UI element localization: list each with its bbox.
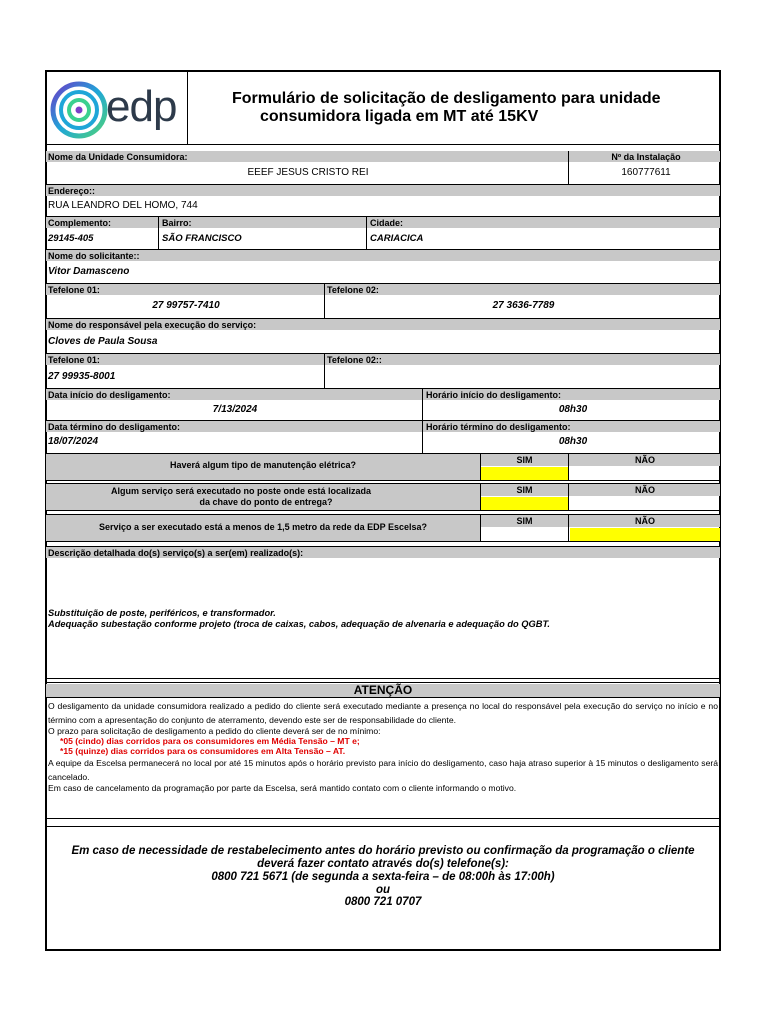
instalacao-label: Nº da Instalação (611, 152, 681, 162)
question-2-line1: Algum serviço será executado no poste onde está localizada (110, 486, 372, 496)
atencao-paragraph-1: O desligamento da unidade consumidora realizado a pedido do cliente será executado mediante a presença no local do responsável pela execução do serviço no início e no término com a apresentação do conjunto de aterramento, devendo este ser de responsabilidade do cliente. (48, 701, 718, 725)
atencao-paragraph-3: A equipe da Escelsa permanecerá no local por até 15 minutos após o horário previsto para início do desligamento, caso haja atraso superior à 15 minutos o desligamento será cancelado. (48, 758, 718, 782)
descricao-line2[interactable]: Adequação subestação conforme projeto (troca de caixas, cabos, adequação de alvenaria e adequação do QGBT. (48, 619, 551, 629)
question-2-line2: da chave do ponto de entrega? (199, 497, 333, 507)
descricao-line1[interactable]: Substituição de poste, periféricos, e transformador. (48, 608, 276, 618)
q2-no-label: NÃO (635, 485, 655, 495)
complemento-value[interactable]: 29145-405 (48, 233, 94, 244)
complemento-label: Complemento: (48, 218, 111, 228)
q1-yes-checkbox[interactable] (481, 467, 568, 480)
footer-or: ou (375, 884, 391, 896)
hora-inicio-label: Horário início do desligamento: (426, 390, 562, 400)
data-termino-value[interactable]: 18/07/2024 (48, 436, 99, 447)
brand-name: edp (106, 82, 177, 131)
footer-phone-1[interactable]: 0800 721 5671 (de segunda a sexta-feira – de 08:00h às 17:00h) (211, 871, 555, 883)
resp-tel1-value[interactable]: 27 99935-8001 (48, 371, 116, 382)
responsavel-label: Nome do responsável pela execução do serviço: (48, 320, 257, 330)
atencao-paragraph-2: O prazo para solicitação de desligamento a pedido do cliente deverá ser de no mínimo: (48, 726, 381, 736)
q3-no-label: NÃO (635, 516, 655, 526)
q2-yes-checkbox[interactable] (481, 497, 568, 510)
cidade-value[interactable]: CARIACICA (370, 233, 424, 244)
hora-termino-label: Horário término do desligamento: (426, 422, 571, 432)
atencao-red-1: *05 (cindo) dias corridos para os consumidores em Média Tensão – MT e; (60, 736, 360, 746)
footer-phone-2[interactable]: 0800 721 0707 (344, 896, 422, 908)
tel2-label: Tefelone 02: (327, 285, 379, 295)
instalacao-value[interactable]: 160777611 (621, 167, 671, 178)
q1-no-checkbox[interactable] (570, 467, 720, 480)
page-title-line1: Formulário de solicitação de desligamento para unidade (232, 90, 661, 107)
hora-inicio-value[interactable]: 08h30 (558, 404, 588, 415)
tel1-value[interactable]: 27 99757-7410 (152, 300, 220, 311)
cidade-label: Cidade: (370, 218, 404, 228)
data-termino-label: Data término do desligamento: (48, 422, 181, 432)
edp-logo (46, 72, 187, 144)
resp-tel2-label: Tefelone 02:: (327, 355, 382, 365)
bairro-value[interactable]: SÃO FRANCISCO (162, 233, 242, 244)
question-3: Serviço a ser executado está a menos de 1,5 metro da rede da EDP Escelsa? (99, 522, 427, 532)
unidade-label: Nome da Unidade Consumidora: (48, 152, 188, 162)
q3-yes-checkbox[interactable] (481, 528, 568, 541)
atencao-paragraph-4: Em caso de cancelamento da programação por parte da Escelsa, será mantido contato com o cliente informando o motivo. (48, 783, 517, 793)
hora-termino-value[interactable]: 08h30 (558, 436, 588, 447)
unidade-value[interactable]: EEEF JESUS CRISTO REI (247, 167, 369, 178)
q2-no-checkbox[interactable] (570, 497, 720, 510)
bairro-label: Bairro: (162, 218, 192, 228)
atencao-red-2: *15 (quinze) dias corridos para os consumidores em Alta Tensão – AT. (60, 746, 346, 756)
descricao-label: Descrição detalhada do(s) serviço(s) a ser(em) realizado(s): (48, 548, 304, 558)
solicitante-label: Nome do solicitante:: (48, 251, 140, 261)
question-1: Haverá algum tipo de manutenção elétrica? (169, 460, 357, 470)
q3-yes-label: SIM (516, 516, 533, 526)
q3-no-checkbox[interactable] (570, 528, 720, 541)
endereco-value[interactable]: RUA LEANDRO DEL HOMO, 744 (48, 200, 198, 211)
q1-yes-label: SIM (516, 455, 533, 465)
data-inicio-label: Data início do desligamento: (48, 390, 171, 400)
footer-line-2: deverá fazer contato através do(s) telefone(s): (257, 858, 509, 870)
q1-no-label: NÃO (635, 455, 655, 465)
responsavel-value[interactable]: Cloves de Paula Sousa (48, 336, 158, 347)
atencao-title: ATENÇÃO (353, 683, 413, 697)
q2-yes-label: SIM (516, 485, 533, 495)
data-inicio-value[interactable]: 7/13/2024 (212, 404, 258, 415)
tel1-label: Tefelone 01: (48, 285, 100, 295)
footer-line-1: Em caso de necessidade de restabelecimento antes do horário previsto ou confirmação da programação o cliente (71, 845, 695, 857)
tel2-value[interactable]: 27 3636-7789 (492, 300, 555, 311)
endereco-label: Endereço:: (48, 186, 96, 196)
resp-tel1-label: Tefelone 01: (48, 355, 100, 365)
solicitante-value[interactable]: Vitor Damasceno (48, 266, 130, 277)
page-title-line2: consumidora ligada em MT até 15KV (260, 108, 539, 125)
